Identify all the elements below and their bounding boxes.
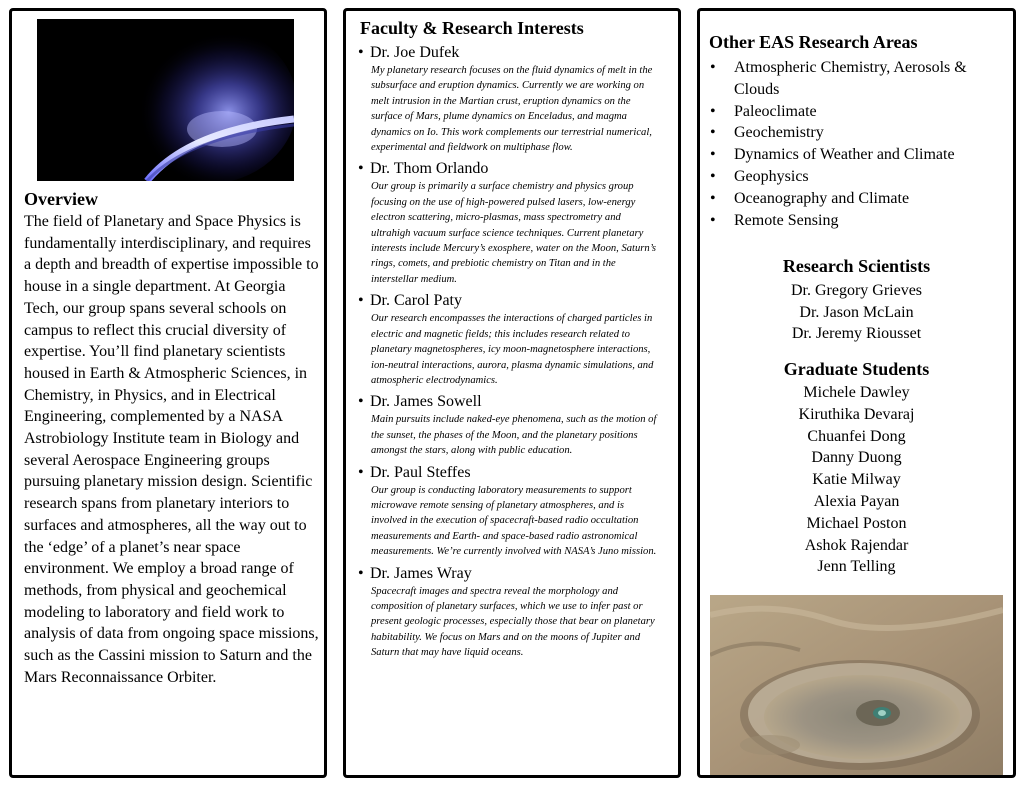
faculty-description: Main pursuits include naked-eye phenomena, such as the motion of the sunset, the phases of the Moon, and the planetary positions amongst the stars, along with public education. — [371, 414, 657, 457]
faculty-item — [358, 291, 664, 388]
faculty-description: Our research encompasses the interactions of charged particles in electric and magnetic fields; this includes research related to planetary magnetospheres, icy moon-magnetosphere interactions, ion-neutral interactions, aurora, plasma dynamic simulations, and atmospheric electrodynamics. — [371, 313, 654, 386]
list-item — [709, 122, 1004, 144]
faculty-item — [358, 159, 664, 287]
bullet-icon: • — [710, 102, 716, 120]
research-scientists-title: Research Scientists — [782, 256, 931, 276]
list-item — [709, 101, 1004, 123]
faculty-list — [358, 43, 664, 665]
list-item: Michael Poston — [806, 514, 907, 532]
overview-panel — [9, 8, 327, 778]
enceladus-plume-icon — [37, 19, 294, 181]
faculty-panel — [343, 8, 681, 778]
bullet-icon: • — [358, 393, 364, 411]
list-item — [709, 57, 1004, 101]
list-item — [709, 210, 1004, 232]
research-area-label: Atmospheric Chemistry, Aerosols & Clouds — [734, 59, 967, 98]
list-item: Alexia Payan — [813, 492, 900, 510]
bullet-icon: • — [710, 167, 716, 185]
research-area-label: Paleoclimate — [734, 102, 817, 120]
research-scientists-list — [700, 280, 1013, 345]
list-item: Michele Dawley — [803, 384, 910, 401]
research-area-label: Oceanography and Climate — [734, 189, 910, 207]
faculty-name: Dr. Carol Paty — [370, 292, 462, 310]
bullet-icon: • — [710, 124, 716, 142]
overview-title: Overview — [24, 189, 98, 209]
bullet-icon: • — [358, 292, 364, 310]
bullet-icon: • — [710, 211, 716, 229]
research-area-label: Dynamics of Weather and Climate — [734, 146, 955, 164]
other-areas-title: Other EAS Research Areas — [709, 32, 918, 52]
list-item: Chuanfei Dong — [807, 427, 906, 445]
overview-text: The field of Planetary and Space Physics is fundamentally interdisciplinary, and requires a depth and breadth of expertise impossible to house in a single department. At Georgia Tech, our group spans several schools on campus to reflect this crucial diversity of expertise. You’ll find planetary scientists housed in Earth & Atmospheric Sciences, in Chemistry, in Physics, and in Electrical Engineering, complemented by a NASA Astrobiology Institute team in Biology and several Aerospace Engineering groups pursuing planetary mission design. Scientific research spans from planetary interiors to surfaces and atmospheres, all the way out to the ‘edge’ of a planet’s near space environment. We employ a broad range of methods, from physical and geochemical modeling to laboratory and field work to analysis of data from ongoing space missions, such as the Cassini mission to Saturn and the Mars Reconnaissance Orbiter. — [24, 213, 319, 686]
list-item — [709, 144, 1004, 166]
faculty-description: Our group is primarily a surface chemistry and physics group focusing on the use of high-powered pulsed lasers, low-energy electron scattering, micro-plasmas, mass spectrometry and ultrahigh vacuum surface science techniques. Current planetary interests include Mercury’s exosphere, water on the Moon, Saturn’s rings, comets, and prebiotic chemistry on Titan and in the interstellar medium. — [371, 181, 657, 285]
bullet-icon: • — [358, 564, 364, 582]
bullet-icon: • — [710, 146, 716, 164]
bullet-icon: • — [358, 463, 364, 481]
research-areas-list — [709, 57, 1004, 231]
faculty-name: Dr. James Sowell — [370, 393, 482, 411]
bullet-icon: • — [358, 44, 364, 61]
faculty-description: My planetary research focuses on the fluid dynamics of melt in the subsurface and eruption dynamics. Currently we are working on melt intrusion in the Martian crust, eruption dynamics on the surface of Mars, plume dynamics on Enceladus, and magma dynamics on Io. This work complements our terrestrial numerical, experimental and fieldwork on multiphase flow. — [371, 65, 653, 154]
research-area-label: Geophysics — [734, 167, 809, 185]
faculty-name: Dr. Joe Dufek — [370, 44, 460, 61]
faculty-description: Spacecraft images and spectra reveal the morphology and composition of planetary surfaces, which we use to infer past or present geologic processes, especially those that bear on planetary habitability. We focus on Mars and on the moons of Jupiter and Saturn that may have liquid oceans. — [371, 585, 655, 659]
list-item: Jenn Telling — [817, 558, 896, 576]
faculty-item — [358, 463, 664, 560]
faculty-title: Faculty & Research Interests — [360, 18, 584, 38]
research-panel — [697, 8, 1016, 778]
graduate-students-title: Graduate Students — [783, 359, 930, 379]
research-area-label: Geochemistry — [734, 124, 824, 142]
mars-crater-icon — [710, 595, 1003, 778]
list-item: Dr. Jason McLain — [799, 303, 914, 321]
faculty-name: Dr. Thom Orlando — [370, 160, 489, 178]
bullet-icon: • — [710, 59, 716, 76]
research-area-label: Remote Sensing — [734, 211, 839, 229]
list-item: Katie Milway — [812, 471, 901, 489]
faculty-name: Dr. James Wray — [370, 564, 472, 582]
list-item: Kiruthika Devaraj — [798, 405, 915, 423]
list-item — [709, 188, 1004, 210]
list-item — [709, 166, 1004, 188]
bullet-icon: • — [710, 189, 716, 207]
list-item: Ashok Rajendar — [804, 536, 909, 554]
faculty-item — [358, 564, 664, 661]
bullet-icon: • — [358, 160, 364, 178]
faculty-description: Our group is conducting laboratory measurements to support microwave remote sensing of planetary atmospheres, and is involved in the execution of spacecraft-based radio occultation measurements and Earth- and space-based radio astronomical measurements. We’re currently involved with NASA’s Juno mission. — [371, 484, 657, 558]
list-item: Danny Duong — [811, 449, 902, 467]
list-item: Dr. Gregory Grieves — [790, 282, 923, 299]
list-item: Dr. Jeremy Riousset — [791, 325, 922, 343]
faculty-name: Dr. Paul Steffes — [370, 463, 471, 481]
graduate-students-list — [700, 382, 1013, 578]
faculty-item — [358, 43, 664, 155]
faculty-item — [358, 392, 664, 458]
